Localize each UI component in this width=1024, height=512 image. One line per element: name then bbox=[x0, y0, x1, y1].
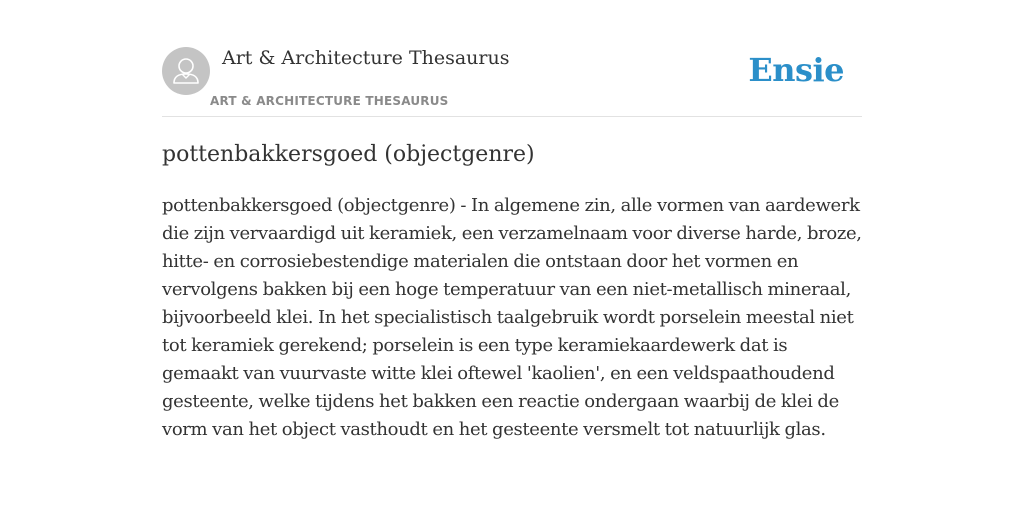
source-name-link[interactable]: Art & Architecture Thesaurus bbox=[222, 47, 510, 69]
article-body: pottenbakkersgoed (objectgenre) - In algemene zin, alle vormen van aardewerk die zijn vervaardigd uit keramiek, een verzamelnaam voor diverse harde, broze, hitte- en corrosiebestendige materialen die ontstaan door het vormen en vervolgens bakken bij een hoge temperatuur van een niet-metallisch mineraal, bijvoorbeeld klei. In het specialistisch taalgebruik wordt porselein meestal niet tot keramiek gerekend; porselein is een type keramiekaardewerk dat is gemaakt van vuurvaste witte klei oftewel 'kaolien', en een veldspaathoudend gesteente, welke tijdens het bakken een reactie ondergaan waarbij de klei de vorm van het object vasthoudt en het gesteente versmelt tot natuurlijk glas. bbox=[162, 195, 862, 440]
article-title: pottenbakkersgoed (objectgenre) bbox=[162, 142, 535, 167]
user-avatar-icon[interactable] bbox=[162, 47, 210, 95]
source-subtitle: ART & ARCHITECTURE THESAURUS bbox=[210, 94, 449, 108]
source-header bbox=[162, 46, 862, 117]
brand-logo[interactable]: Ensie bbox=[748, 51, 844, 89]
